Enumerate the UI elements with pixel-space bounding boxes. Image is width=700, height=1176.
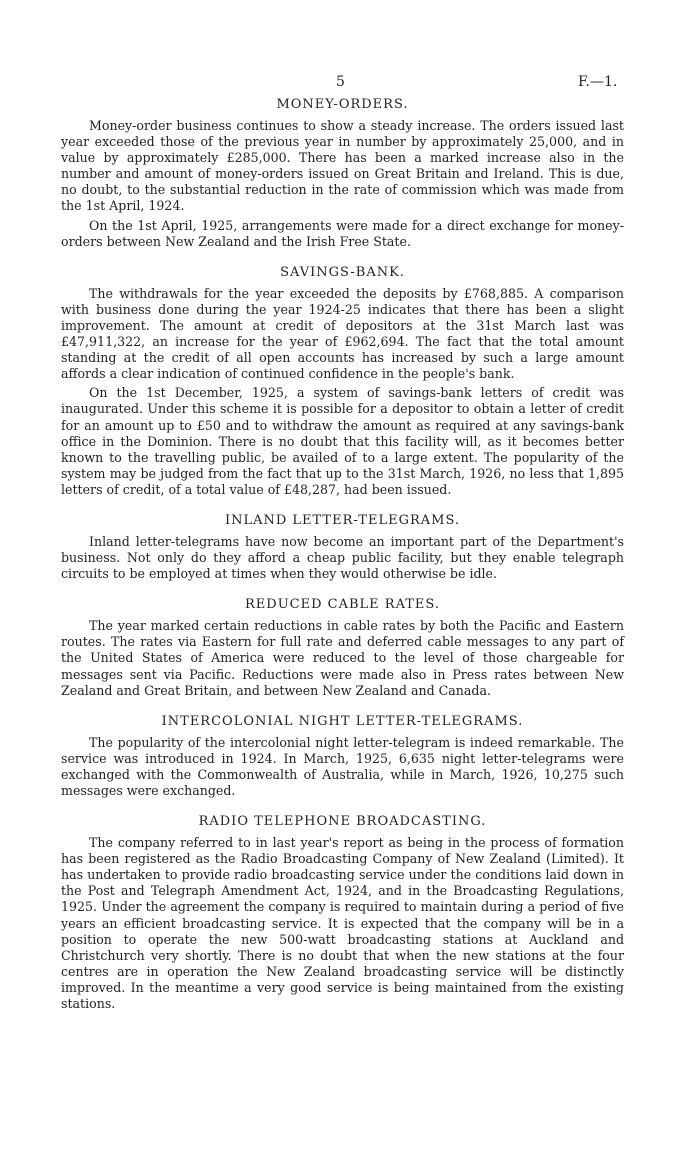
section-intercolonial-night-letter-telegrams (61, 713, 624, 799)
document-body (61, 72, 624, 1015)
paragraph: The company referred to in last year's report as being in the process of formation has been registered as the Radio Broadcasting Company of New Zealand (Limited). It has undertaken to provide radio broadcasting service under the conditions laid down in the Post and Telegraph Amendment Act, 1924, and in the Broadcasting Regulations, 1925. Under the agreement the company is required to maintain during a period of five years an efficient broadcasting service. It is expected that the company will be in a position to operate the new 500-watt broadcasting stations at Auckland and Christchurch very shortly. There is no doubt that when the new stations at the four centres are in operation the New Zealand broadcasting service will be distinctly improved. In the meantime a very good service is being maintained from the existing stations. (61, 835, 624, 1012)
section-radio-telephone-broadcasting (61, 813, 624, 1012)
page-number: 5 (336, 74, 345, 90)
paragraph: On the 1st April, 1925, arrangements were made for a direct exchange for money-orders between New Zealand and the Irish Free State. (61, 217, 624, 249)
paragraph: On the 1st December, 1925, a system of savings-bank letters of credit was inaugurated. Under this scheme it is possible for a depositor to obtain a letter of credit for an amount up to £50 and to withdraw the amount as required at any savings-bank office in the Dominion. There is no doubt that this facility will, as it becomes better known to the travelling public, be availed of to a large extent. The popularity of the system may be judged from the fact that up to the 31st March, 1926, no less that 1,895 letters of credit, of a total value of £48,287, had been issued. (61, 385, 624, 497)
paragraph: Inland letter-telegrams have now become an important part of the Department's business. Not only do they afford a cheap public facility, but they enable telegraph circuits to be employed at times when they would otherwise be idle. (61, 533, 624, 582)
section-heading: INTERCOLONIAL NIGHT LETTER-TELEGRAMS. (161, 713, 524, 729)
paragraph: The popularity of the intercolonial night letter-telegram is indeed remarkable. The service was introduced in 1924. In March, 1925, 6,635 night letter-telegrams were exchanged with the Commonwealth of Australia, while in March, 1926, 10,275 such messages were exchanged. (61, 734, 624, 798)
paragraph: The withdrawals for the year exceeded the deposits by £768,885. A comparison with business done during the year 1924-25 indicates that there has been a slight improvement. The amount at credit of depositors at the 31st March last was £47,911,322, an increase for the year of £962,694. The fact that the total amount standing at the credit of all open accounts has increased by such a large amount affords a clear indication of continued confidence in the people's bank. (61, 285, 624, 382)
section-heading: MONEY-ORDERS. (276, 97, 409, 112)
document-reference: F.—1. (578, 74, 618, 90)
section-heading: INLAND LETTER-TELEGRAMS. (224, 512, 461, 528)
paragraph: Money-order business continues to show a steady increase. The orders issued last year exceeded those of the previous year in number by approximately 25,000, and in value by approximately £285,000. There has been a marked increase also in the number and amount of money-orders issued on Great Britain and Ireland. This is due, no doubt, to the substantial reduction in the rate of commission which was made from the 1st April, 1924. (61, 118, 624, 214)
section-money-orders (61, 96, 624, 250)
section-heading: RADIO TELEPHONE BROADCASTING. (198, 814, 487, 830)
section-inland-letter-telegrams (61, 512, 624, 582)
section-reduced-cable-rates (61, 596, 624, 698)
section-heading: REDUCED CABLE RATES. (245, 597, 440, 613)
section-savings-bank (61, 264, 624, 498)
paragraph: The year marked certain reductions in cable rates by both the Pacific and Eastern routes. The rates via Eastern for full rate and deferred cable messages to any part of the United States of America were reduced to the level of those chargeable for messages sent via Pacific. Reductions were made also in Press rates between New Zealand and Great Britain, and between New Zealand and Canada. (61, 618, 624, 698)
section-heading: SAVINGS-BANK. (280, 264, 405, 280)
